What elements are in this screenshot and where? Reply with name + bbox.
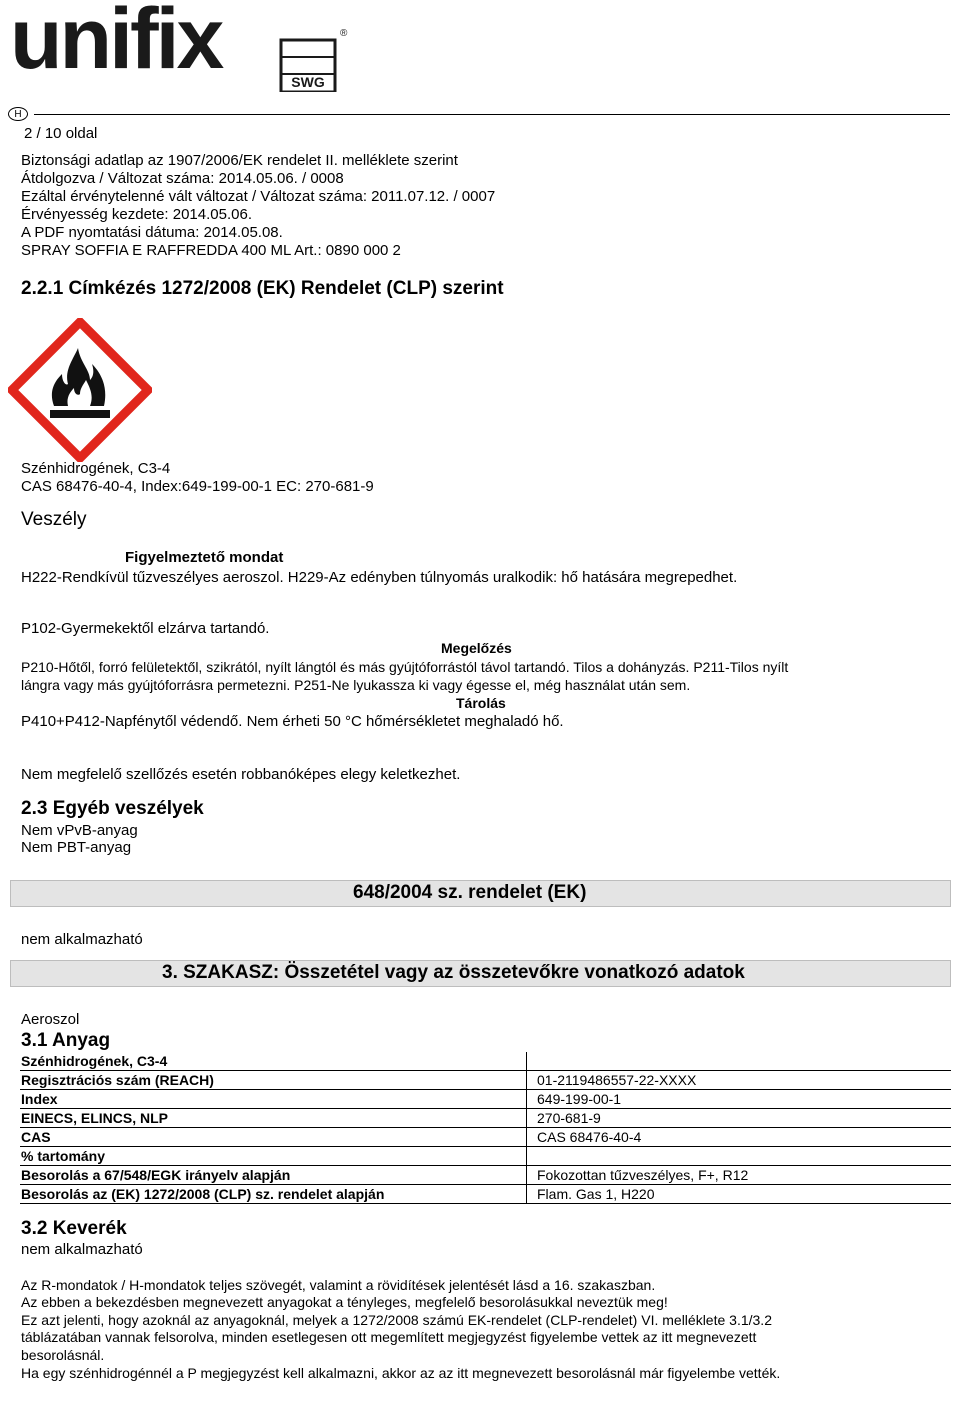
section-32-title: 3.2 Keverék (21, 1218, 127, 1239)
table-row: Regisztrációs szám (REACH) 01-2119486557-22-XXXX (20, 1071, 951, 1090)
section-31-title: 3.1 Anyag (21, 1030, 111, 1051)
section-3-header (10, 960, 951, 987)
table-row: Besorolás a 67/548/EGK irányelv alapján Fokozottan tűzveszélyes, F+, R12 (20, 1166, 951, 1185)
table-row: Index 649-199-00-1 (20, 1090, 951, 1109)
note-line: besorolásnál. (21, 1347, 105, 1363)
svg-text:®: ® (340, 28, 348, 39)
form-text: Aeroszol (21, 1011, 80, 1028)
note-line: Ez azt jelenti, hogy azoknál az anyagoknál, melyek a 1272/2008 számú EK-rendelet (CLP-rendelet) VI. melléklete 3.1/3.2 (21, 1312, 772, 1328)
storage-text: P410+P412-Napfénytől védendő. Nem érheti 50 °C hőmérsékletet meghaladó hő. (21, 713, 564, 730)
ventilation-note: Nem megfelelő szellőzés esetén robbanóképes elegy keletkezhet. (21, 766, 461, 783)
substance-name: Szénhidrogének, C3-4 (21, 460, 171, 477)
unifix-logo (10, 2, 350, 92)
meta-line: Ezáltal érvénytelenné vált változat / Változat száma: 2011.07.12. / 0007 (21, 188, 496, 205)
hazard-text: H222-Rendkívül tűzveszélyes aeroszol. H229-Az edényben túlnyomás uralkodik: hő hatására megrepedhet. (21, 569, 738, 586)
prevention-heading: Megelőzés (441, 640, 512, 656)
table-row: Besorolás az (EK) 1272/2008 (CLP) sz. rendelet alapján Flam. Gas 1, H220 (20, 1185, 951, 1204)
storage-heading: Tárolás (456, 695, 506, 711)
hazard-heading: Figyelmeztető mondat (125, 549, 284, 566)
flame-ghs02-icon (8, 318, 152, 462)
header-rule (34, 114, 950, 115)
regulation-648-title: 648/2004 sz. rendelet (EK) (353, 882, 587, 903)
section-221-title: 2.2.1 Címkézés 1272/2008 (EK) Rendelet (CLP) szerint (21, 278, 504, 299)
section-23-line: Nem vPvB-anyag (21, 822, 138, 839)
substance-table (20, 1052, 951, 1204)
table-row: CAS CAS 68476-40-4 (20, 1128, 951, 1147)
logo-wordmark: unifix (10, 2, 222, 87)
p102-text: P102-Gyermekektől elzárva tartandó. (21, 620, 270, 637)
section-3-title: 3. SZAKASZ: Összetétel vagy az összetevőkre vonatkozó adatok (162, 962, 745, 983)
page-number: 2 / 10 oldal (24, 125, 98, 142)
prevention-text: P210-Hőtől, forró felületektől, szikrától, nyílt lángtól és más gyújtóforrástól távol tartandó. Tilos a dohányzás. P211-Tilos nyílt (21, 659, 789, 675)
meta-line: A PDF nyomtatási dátuma: 2014.05.08. (21, 224, 283, 241)
table-row: EINECS, ELINCS, NLP 270-681-9 (20, 1109, 951, 1128)
language-marker: H (8, 107, 28, 121)
section-32-value: nem alkalmazható (21, 1241, 143, 1258)
logo-graphic (10, 2, 350, 92)
note-line: táblázatában vannak felsorolva, minden esetlegesen ott megemlített megjegyzést figyelembe vettek az itt megnevezett (21, 1329, 757, 1345)
signal-word: Veszély (21, 509, 87, 530)
note-line: Az R-mondatok / H-mondatok teljes szövegét, valamint a rövidítések jelentését lásd a 16. szakaszban. (21, 1277, 656, 1293)
regulation-648-header (10, 880, 951, 907)
prevention-text: lángra vagy más gyújtóforrásra permetezni. P251-Ne lyukassza ki vagy égesse el, még használat után sem. (21, 677, 691, 693)
meta-line: Átdolgozva / Változat száma: 2014.05.06. / 0008 (21, 170, 344, 187)
substance-ids: CAS 68476-40-4, Index:649-199-00-1 EC: 270-681-9 (21, 478, 374, 495)
note-line: Ha egy szénhidrogénnél a P megjegyzést kell alkalmazni, akkor az az itt megnevezett besorolásnál már figyelembe vették. (21, 1365, 781, 1381)
regulation-648-value: nem alkalmazható (21, 931, 143, 948)
note-line: Az ebben a bekezdésben megnevezett anyagokat a tényleges, megfelelő besorolásukkal neveztük meg! (21, 1294, 668, 1310)
section-23-title: 2.3 Egyéb veszélyek (21, 798, 204, 819)
section-23-line: Nem PBT-anyag (21, 839, 132, 856)
logo-mark: SWG (291, 74, 325, 90)
meta-line: Érvényesség kezdete: 2014.05.06. (21, 206, 252, 223)
table-row: Szénhidrogének, C3-4 (20, 1052, 951, 1071)
table-row: % tartomány (20, 1147, 951, 1166)
meta-line: SPRAY SOFFIA E RAFFREDDA 400 ML Art.: 0890 000 2 (21, 242, 401, 259)
meta-line: Biztonsági adatlap az 1907/2006/EK rendelet II. melléklete szerint (21, 152, 458, 169)
